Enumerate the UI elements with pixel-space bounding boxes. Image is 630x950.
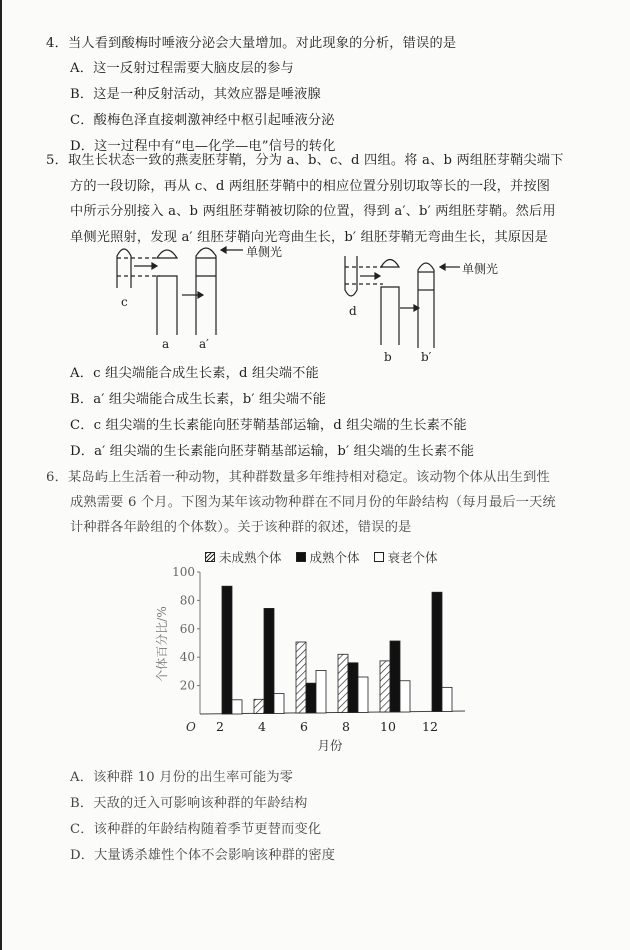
x-tick-label: 2 [216,719,224,734]
bar-hatch-4 [254,699,264,713]
x-tick-label: 10 [380,719,396,734]
diagram-label-c: c [121,295,128,309]
y-axis-label: 个体百分比/% [155,606,169,682]
q5-stem-line-1: 5．取生长状态一致的燕麦胚芽鞘，分为 a、b、c、d 四组。将 a、b 两组胚芽鞘尖端下 [46,153,564,168]
x-tick-label: 12 [422,719,438,734]
q5-stem-line-3: 中所示分别接入 a、b 两组胚芽鞘被切除的位置，得到 a′、b′ 两组胚芽鞘。然后用 [70,204,556,219]
q5-option-d: D．a′ 组尖端的生长素能向胚芽鞘基部运输，b′ 组尖端的生长素不能 [70,444,475,459]
bar-black-10 [390,641,400,712]
q5-option-c: C．c 组尖端的生长素能向胚芽鞘基部运输，d 组尖端的生长素不能 [70,418,467,433]
diagram-label-a-prime: a′ [199,337,209,351]
bar-white-6 [316,670,326,713]
y-tick-label: 80 [179,593,195,608]
q4-stem: 4．当人看到酸梅时唾液分泌会大量增加。对此现象的分析，错误的是 [46,36,457,51]
bar-white-12 [442,687,452,711]
bar-black-4 [264,608,274,713]
origin-label: O [186,720,196,734]
q6-option-a: A．该种群 10 月份的出生率可能为零 [70,770,294,785]
bar-white-8 [358,677,368,713]
light-label-1: 单侧光 [246,245,283,259]
light-label-2: 单侧光 [462,262,499,276]
y-tick-label: 40 [179,650,195,665]
x-tick-label: 4 [258,719,266,734]
diagram-label-b: b [384,350,392,364]
diagram-label-b-prime: b′ [421,350,432,364]
y-tick-label: 100 [172,565,195,579]
q6-stem-line-3: 计种群各年龄组的个体数）。关于该种群的叙述，错误的是 [70,520,412,535]
q4-option-c: C．酸梅色泽直接刺激神经中枢引起唾液分泌 [70,113,335,128]
bar-black-6 [306,683,316,713]
legend-label-mature: 成熟个体 [309,550,360,565]
x-tick-label: 8 [342,719,350,734]
y-tick-label: 60 [179,621,195,636]
q6-option-b: B．天敌的迁入可影响该种群的年龄结构 [70,796,308,811]
bar-black-2 [222,586,232,714]
bar-white-2 [232,700,242,714]
bar-black-8 [348,663,358,713]
q4-option-b: B．这是一种反射活动，其效应器是唾液腺 [70,87,321,102]
q6-option-c: C．该种群的年龄结构随着季节更替而变化 [70,822,322,837]
q6-stem-line-1: 6．某岛屿上生活着一种动物，其种群数量多年维持相对稳定。该动物个体从出生到性 [46,470,550,485]
q5-stem-line-4: 单侧光照射，发现 a′ 组胚芽鞘向光弯曲生长，b′ 组胚芽鞘无弯曲生长，其原因是 [70,230,549,245]
legend-label-immature: 未成熟个体 [219,550,282,565]
bar-hatch-10 [380,661,390,712]
diagram-label-d: d [349,304,357,318]
y-tick-label: 20 [179,678,195,693]
q5-option-b: B．a′ 组尖端能合成生长素，b′ 组尖端不能 [70,392,326,407]
bar-black-12 [432,592,442,711]
bar-hatch-8 [338,654,348,712]
q5-stem-line-2: 方的一段切除，再从 c、d 两组胚芽鞘中的相应位置分别切取等长的一段，并按图 [70,179,551,194]
q6-option-d: D．大量诱杀雄性个体不会影响该种群的密度 [70,848,336,863]
bar-hatch-6 [296,642,306,713]
x-axis-label: 月份 [317,738,343,753]
q5-option-a: A．c 组尖端能合成生长素，d 组尖端不能 [70,366,319,381]
q4-option-d: D．这一过程中有“电—化学—电”信号的转化 [70,139,336,154]
legend-label-senescent: 衰老个体 [387,550,438,565]
diagram-label-a: a [162,337,170,351]
q4-option-a: A．这一反射过程需要大脑皮层的参与 [70,61,294,76]
bar-white-10 [400,681,410,712]
x-tick-label: 6 [300,719,308,734]
q6-stem-line-2: 成熟需要 6 个月。下图为某年该动物种群在不同月份的年龄结构（每月最后一天统 [70,495,556,510]
bar-white-4 [274,694,284,714]
